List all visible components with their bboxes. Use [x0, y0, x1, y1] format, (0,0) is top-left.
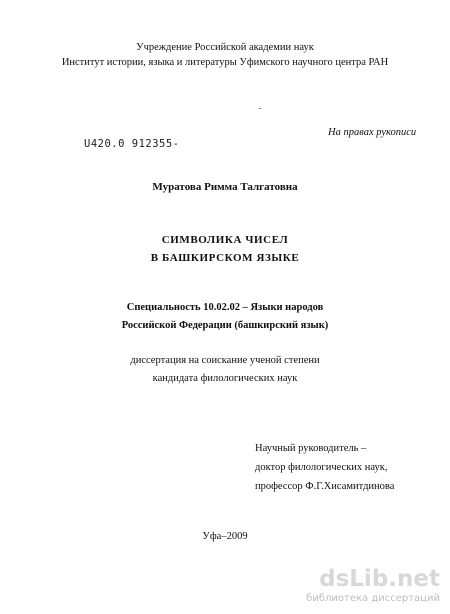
- watermark-subtitle: библиотека диссертаций: [306, 593, 440, 604]
- catalog-code: U420.0 912355-: [84, 138, 180, 150]
- institution-line-1: Учреждение Российской академии наук: [136, 42, 314, 53]
- city-year: Уфа–2009: [202, 531, 248, 542]
- author-name: Муратова Римма Талгатовна: [152, 181, 298, 193]
- supervisor-line-2: доктор филологических наук,: [255, 462, 388, 473]
- watermark-logo: dsLib.net: [319, 566, 440, 592]
- specialty-line-1: Специальность 10.02.02 – Языки народов: [126, 302, 324, 313]
- supervisor-line-1: Научный руководитель –: [255, 443, 367, 454]
- supervisor-line-3: профессор Ф.Г.Хисамитдинова: [255, 481, 395, 492]
- title-line-1: СИМВОЛИКА ЧИСЕЛ: [161, 234, 289, 246]
- scan-speck: [259, 108, 261, 109]
- watermark: [306, 567, 440, 604]
- institution-line-2: Институт истории, языка и литературы Уфимского научного центра РАН: [61, 57, 389, 68]
- title-line-2: В БАШКИРСКОМ ЯЗЫКЕ: [150, 252, 300, 264]
- dissertation-line-2: кандидата филологических наук: [152, 373, 298, 384]
- dissertation-line-1: диссертация на соискание ученой степени: [130, 355, 320, 366]
- specialty-line-2: Российской Федерации (башкирский язык): [121, 320, 329, 331]
- manuscript-note: На правах рукописи: [328, 127, 417, 138]
